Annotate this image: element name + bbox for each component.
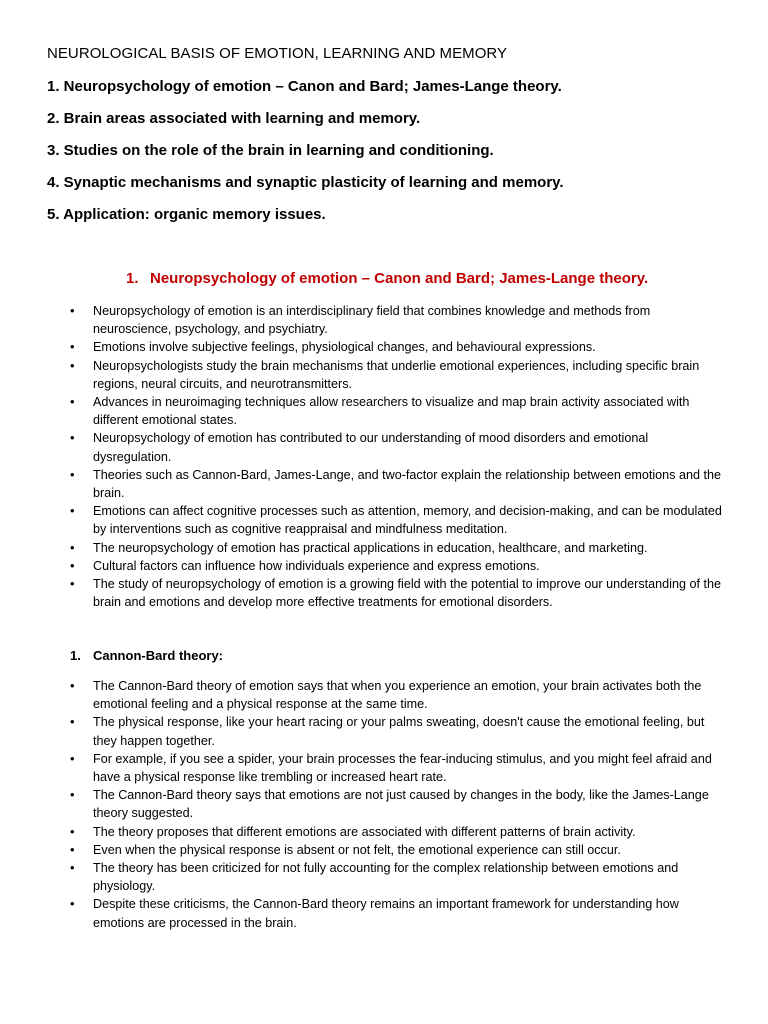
section-bullet-list xyxy=(70,302,730,611)
toc-item: 2. Brain areas associated with learning and memory. xyxy=(47,110,421,127)
list-item: • Advances in neuroimaging techniques allow researchers to visualize and map brain activity associated with different emotional states. xyxy=(70,393,730,429)
subsection-heading-text: Cannon-Bard theory: xyxy=(93,648,223,663)
list-item: • The theory has been criticized for not fully accounting for the complex relationship between emotions and physiology. xyxy=(70,859,730,895)
list-item: • The Cannon-Bard theory of emotion says that when you experience an emotion, your brain activates both the emotional feeling and a physical response at the same time. xyxy=(70,677,730,713)
list-item: • Neuropsychology of emotion has contributed to our understanding of mood disorders and emotional dysregulation. xyxy=(70,429,730,465)
list-item: • The neuropsychology of emotion has practical applications in education, healthcare, and marketing. xyxy=(70,539,730,557)
section-heading xyxy=(126,270,648,287)
list-item: • Neuropsychology of emotion is an interdisciplinary field that combines knowledge and methods from neuroscience, psychology, and psychiatry. xyxy=(70,302,730,338)
toc-item: 4. Synaptic mechanisms and synaptic plasticity of learning and memory. xyxy=(47,174,564,191)
list-item: • The theory proposes that different emotions are associated with different patterns of brain activity. xyxy=(70,823,730,841)
list-item: • Cultural factors can influence how individuals experience and express emotions. xyxy=(70,557,730,575)
toc-item: 3. Studies on the role of the brain in learning and conditioning. xyxy=(47,142,494,159)
list-item: • Neuropsychologists study the brain mechanisms that underlie emotional experiences, including specific brain regions, neural circuits, and neurotransmitters. xyxy=(70,357,730,393)
list-item: • Emotions can affect cognitive processes such as attention, memory, and decision-making, and can be modulated by interventions such as cognitive reappraisal and mindfulness meditation. xyxy=(70,502,730,538)
list-item: • The physical response, like your heart racing or your palms sweating, doesn't cause the emotional feeling, but they happen together. xyxy=(70,713,730,749)
list-item: • The Cannon-Bard theory says that emotions are not just caused by changes in the body, like the James-Lange theory suggested. xyxy=(70,786,730,822)
subsection-number: 1. xyxy=(70,648,81,663)
toc-item: 1. Neuropsychology of emotion – Canon and Bard; James-Lange theory. xyxy=(47,78,562,95)
subsection-bullet-list xyxy=(70,677,730,932)
toc-item: 5. Application: organic memory issues. xyxy=(47,206,326,223)
section-number: 1. xyxy=(126,270,139,287)
list-item: • Emotions involve subjective feelings, physiological changes, and behavioural expressions. xyxy=(70,338,730,356)
section-heading-text: Neuropsychology of emotion – Canon and Bard; James-Lange theory. xyxy=(150,270,649,287)
list-item: • Despite these criticisms, the Cannon-Bard theory remains an important framework for understanding how emotions are processed in the brain. xyxy=(70,895,730,931)
list-item: • For example, if you see a spider, your brain processes the fear-inducing stimulus, and you might feel afraid and have a physical response like trembling or increased heart rate. xyxy=(70,750,730,786)
document-title: NEUROLOGICAL BASIS OF EMOTION, LEARNING AND MEMORY xyxy=(47,45,508,62)
subsection-heading xyxy=(70,648,223,663)
table-of-contents xyxy=(47,77,564,237)
list-item: • Even when the physical response is absent or not felt, the emotional experience can still occur. xyxy=(70,841,730,859)
list-item: • Theories such as Cannon-Bard, James-Lange, and two-factor explain the relationship between emotions and the brain. xyxy=(70,466,730,502)
list-item: • The study of neuropsychology of emotion is a growing field with the potential to improve our understanding of the brain and emotions and develop more effective treatments for emotional disorders. xyxy=(70,575,730,611)
